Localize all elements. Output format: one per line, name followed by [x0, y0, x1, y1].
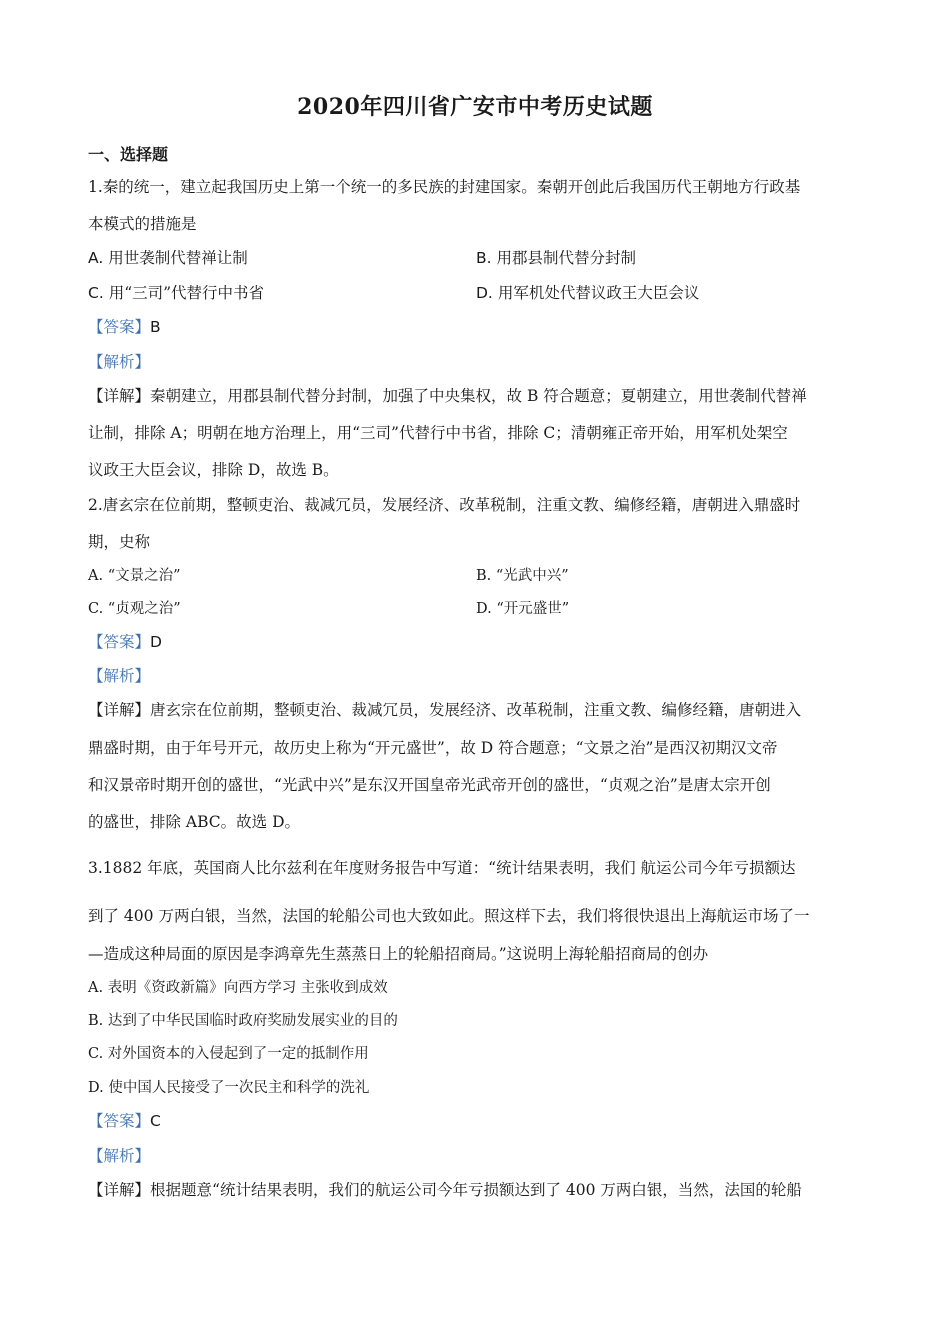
analysis-tag: 【解析】 [88, 353, 151, 371]
q1-option-b-letter: B. [476, 249, 492, 267]
q2-option-a: A. “文景之治” [88, 568, 181, 584]
q3-answer-value: C [150, 1112, 161, 1130]
section-heading: 一、选择题 [88, 145, 169, 164]
answer-tag: 【答案】 [88, 633, 151, 651]
q3-stem-line-1: 3.1882 年底，英国商人比尔兹利在年度财务报告中写道：“统计结果表明，我们 航运公司今年亏损额达 [88, 859, 796, 877]
q1-detail-line-1 [88, 385, 807, 407]
q1-detail-line-2: 让制，排除 A；明朝在地方治理上，用“三司”代替行中书省，排除 C；清朝雍正帝开始，用军机处架空 [88, 424, 788, 442]
q3-detail-text-1: 根据题意“统计结果表明，我们的航运公司今年亏损额达到了 400 万两白银，当然，法国的轮船 [150, 1181, 802, 1199]
q3-stem-line-2: 到了 400 万两白银，当然，法国的轮船公司也大致如此。照这样下去，我们将很快退出上海航运市场了一 [88, 907, 810, 925]
q2-detail-line-4: 的盛世，排除 ABC。故选 D。 [88, 813, 301, 831]
page-title: 2020年四川省广安市中考历史试题 [297, 94, 653, 120]
analysis-tag: 【解析】 [88, 667, 151, 685]
q1-option-a-letter: A. [88, 249, 104, 267]
q2-stem-line-2: 期，史称 [88, 533, 151, 551]
q1-option-d-text: 用军机处代替议政王大臣会议 [497, 284, 700, 302]
q3-analysis [88, 1145, 150, 1167]
analysis-tag: 【解析】 [88, 1147, 151, 1165]
q1-stem-line-2: 本模式的措施是 [88, 215, 197, 233]
q2-analysis [88, 665, 150, 687]
q3-option-b: B. 达到了中华民国临时政府奖励发展实业的目的 [88, 1013, 398, 1029]
q1-option-d [476, 282, 699, 304]
q2-answer-value: D [150, 633, 162, 651]
q1-option-a-text: 用世袭制代替禅让制 [108, 249, 248, 267]
q1-option-c-letter: C. [88, 284, 104, 302]
q1-detail-text-1: 秦朝建立，用郡县制代替分封制，加强了中央集权，故 B 符合题意；夏朝建立，用世袭制代替禅 [150, 387, 807, 405]
q3-stem-line-3: —造成这种局面的原因是李鸿章先生蒸蒸日上的轮船招商局。”这说明上海轮船招商局的创办 [88, 945, 709, 963]
q2-answer [88, 631, 162, 653]
q2-option-d: D. “开元盛世” [476, 601, 570, 617]
q1-option-c [88, 282, 264, 304]
q3-answer [88, 1110, 161, 1132]
detail-tag: 【详解】 [88, 701, 151, 719]
detail-tag: 【详解】 [88, 1181, 151, 1199]
q1-stem-line-1: 1.秦的统一，建立起我国历史上第一个统一的多民族的封建国家。秦朝开创此后我国历代王朝地方行政基 [88, 178, 801, 196]
q2-detail-line-1 [88, 699, 801, 721]
q1-option-a [88, 247, 248, 269]
q1-option-d-letter: D. [476, 284, 493, 302]
q3-option-d: D. 使中国人民接受了一次民主和科学的洗礼 [88, 1080, 370, 1096]
q2-stem-line-1: 2.唐玄宗在位前期，整顿吏治、裁减冗员，发展经济、改革税制，注重文教、编修经籍，唐朝进入鼎盛时 [88, 496, 801, 514]
q1-detail-line-3: 议政王大臣会议，排除 D，故选 B。 [88, 461, 339, 479]
q1-answer [88, 316, 161, 338]
q3-option-c: C. 对外国资本的入侵起到了一定的抵制作用 [88, 1046, 369, 1062]
q3-option-a: A. 表明《资政新篇》向西方学习 主张收到成效 [88, 980, 388, 996]
answer-tag: 【答案】 [88, 318, 151, 336]
q2-option-c: C. “贞观之治” [88, 601, 181, 617]
q3-detail-line-1 [88, 1179, 802, 1201]
q2-detail-text-1: 唐玄宗在位前期，整顿吏治、裁减冗员，发展经济、改革税制，注重文教、编修经籍，唐朝进入 [150, 701, 802, 719]
detail-tag: 【详解】 [88, 387, 151, 405]
q2-detail-line-2: 鼎盛时期，由于年号开元，故历史上称为“开元盛世”，故 D 符合题意；“文景之治”是西汉初期汉文帝 [88, 739, 778, 757]
q2-option-b: B. “光武中兴” [476, 568, 569, 584]
q1-analysis [88, 351, 150, 373]
q1-option-b [476, 247, 636, 269]
q2-detail-line-3: 和汉景帝时期开创的盛世，“光武中兴”是东汉开国皇帝光武帝开创的盛世，“贞观之治”是唐太宗开创 [88, 776, 771, 794]
q1-answer-value: B [150, 318, 161, 336]
q1-option-b-text: 用郡县制代替分封制 [496, 249, 637, 267]
answer-tag: 【答案】 [88, 1112, 151, 1130]
q1-option-c-text: 用“三司”代替行中书省 [108, 284, 265, 302]
